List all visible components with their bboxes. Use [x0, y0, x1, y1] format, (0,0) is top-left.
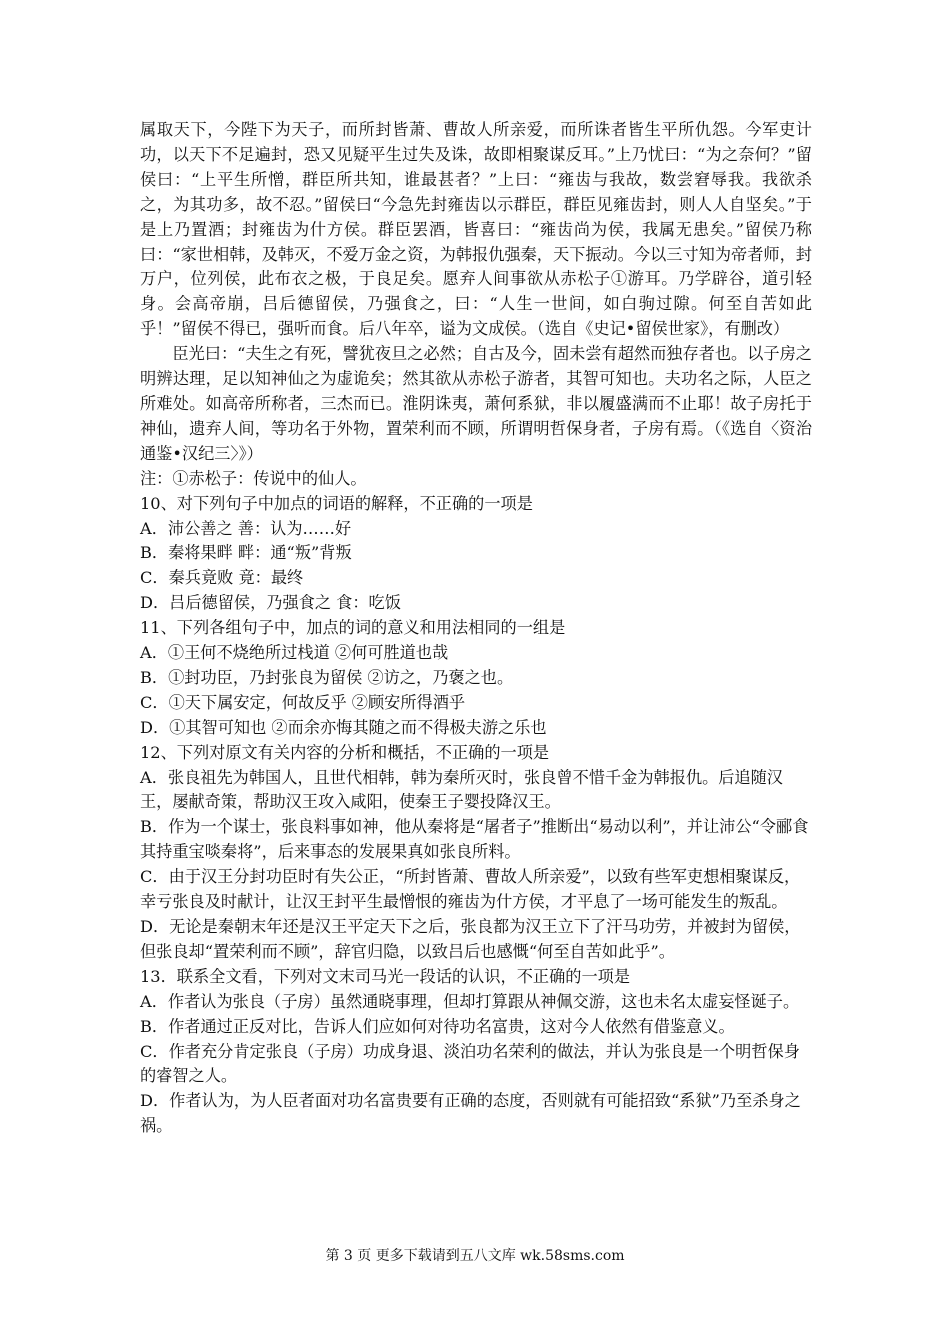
question-stem: 10、对下列句子中加点的词语的解释，不正确的一项是 — [140, 493, 533, 513]
document-page — [140, 118, 812, 1139]
question-stem: 13．联系全文看，下列对文末司马光一段话的认识，不正确的一项是 — [140, 966, 631, 986]
question-option: A．作者认为张良（子房）虽然通晓事理，但却打算跟从神佩交游，这也未名太虚妄怪诞子。 — [140, 991, 800, 1011]
question-option: B．作为一个谋士，张良料事如神，他从秦将是“屠者子”推断出“易动以利”，并让沛公“令郦食其持重宝啖秦将”，后来事态的发展果真如张良所料。 — [140, 817, 809, 862]
question-option: B．作者通过正反对比，告诉人们应如何对待功名富贵，这对今人依然有借鉴意义。 — [140, 1016, 735, 1036]
question-option: C．秦兵竟败 竟：最终 — [140, 568, 304, 588]
question-stem: 12、下列对原文有关内容的分析和概括，不正确的一项是 — [140, 742, 550, 762]
passage-note: 注：①赤松子：传说中的仙人。 — [140, 468, 367, 488]
question-option: A．沛公善之 善：认为……好 — [140, 518, 352, 538]
question-option: B．秦将果畔 畔：通“叛”背叛 — [140, 543, 352, 563]
question-option: C．作者充分肯定张良（子房）功成身退、淡泊功名荣利的做法，并认为张良是一个明哲保身的睿智之人。 — [140, 1041, 800, 1086]
question-option: D．无论是秦朝末年还是汉王平定天下之后，张良都为汉王立下了汗马功劳，并被封为留侯，但张良却“置荣利而不顾”，辞官归隐，以致吕后也感慨“何至自苦如此乎”。 — [140, 917, 801, 961]
question-12 — [140, 741, 812, 965]
question-13 — [140, 965, 812, 1139]
question-option: A．张良祖先为韩国人，且世代相韩，韩为秦所灭时，张良曾不惜千金为韩报仇。后追随汉王，屡献奇策，帮助汉王攻入咸阳，使秦王子婴投降汉王。 — [140, 767, 783, 812]
passage-paragraph-2: 臣光曰：“夫生之有死，譬犹夜旦之必然；自古及今，固未尝有超然而独存者也。以子房之明辨达理，足以知神仙之为虚诡矣；然其欲从赤松子游者，其智可知也。夫功名之际，人臣之所难处。如高帝所称者，三杰而已。淮阴诛夷，萧何系狱，非以履盛满而不止耶！故子房托于神仙，遗弃人间，等功名于外物，置荣利而不顾，所谓明哲保身者，子房有焉。（《选自〈资治通鉴•汉纪三〉》） — [140, 344, 812, 463]
question-11 — [140, 616, 812, 741]
question-option: D．作者认为，为人臣者面对功名富贵要有正确的态度，否则就有可能招致“系狱”乃至杀身之祸。 — [140, 1091, 801, 1136]
question-option: C．①天下属安定，何故反乎 ②顾安所得酒乎 — [140, 692, 466, 712]
question-option: D．吕后德留侯，乃强食之 食：吃饭 — [140, 593, 401, 613]
question-stem: 11、下列各组句子中，加点的词的意义和用法相同的一组是 — [140, 618, 566, 638]
passage-paragraph-1: 属取天下，今陛下为天子，而所封皆萧、曹故人所亲爱，而所诛者皆生平所仇怨。今军吏计功，以天下不足遍封，恐又见疑平生过失及诛，故即相聚谋反耳。”上乃忧曰：“为之奈何？”留侯曰：“上平生所憎，群臣所共知，谁最甚者？”上曰：“雍齿与我故，数尝窘辱我。我欲杀之，为其功多，故不忍。”留侯曰“今急先封雍齿以示群臣，群臣见雍齿封，则人人自坚矣。”于是上乃置酒；封雍齿为什方侯。群臣罢酒，皆喜曰：“雍齿尚为侯，我属无患矣。”留侯乃称曰：“家世相韩，及韩灭，不爱万金之资，为韩报仇强秦，天下振动。今以三寸知为帝者师，封万户，位列侯，此布衣之极，于良足矣。愿弃人间事欲从赤松子①游耳。乃学辟谷，道引轻身。会高帝崩，吕后德留侯，乃强食之，曰：“人生一世间，如白驹过隙。何至自苦如此乎！”留侯不得已，强听而食。后八年卒，谥为文成侯。（选自《史记•留侯世家》，有删改） — [140, 120, 812, 339]
page-footer: 第 3 页 更多下载请到五八文库 wk.58sms.com — [325, 1248, 625, 1264]
question-option: B．①封功臣，乃封张良为留侯 ②访之，乃褒之也。 — [140, 667, 514, 687]
question-option: D．①其智可知也 ②而余亦悔其随之而不得极夫游之乐也 — [140, 717, 547, 737]
question-10 — [140, 492, 812, 617]
question-option: C．由于汉王分封功臣时有失公正，“所封皆萧、曹故人所亲爱”，以致有些军吏想相聚谋反，幸亏张良及时献计，让汉王封平生最憎恨的雍齿为什方侯，才平息了一场可能发生的叛乱。 — [140, 867, 801, 912]
question-option: A．①王何不烧绝所过栈道 ②何可胜道也哉 — [140, 643, 449, 663]
